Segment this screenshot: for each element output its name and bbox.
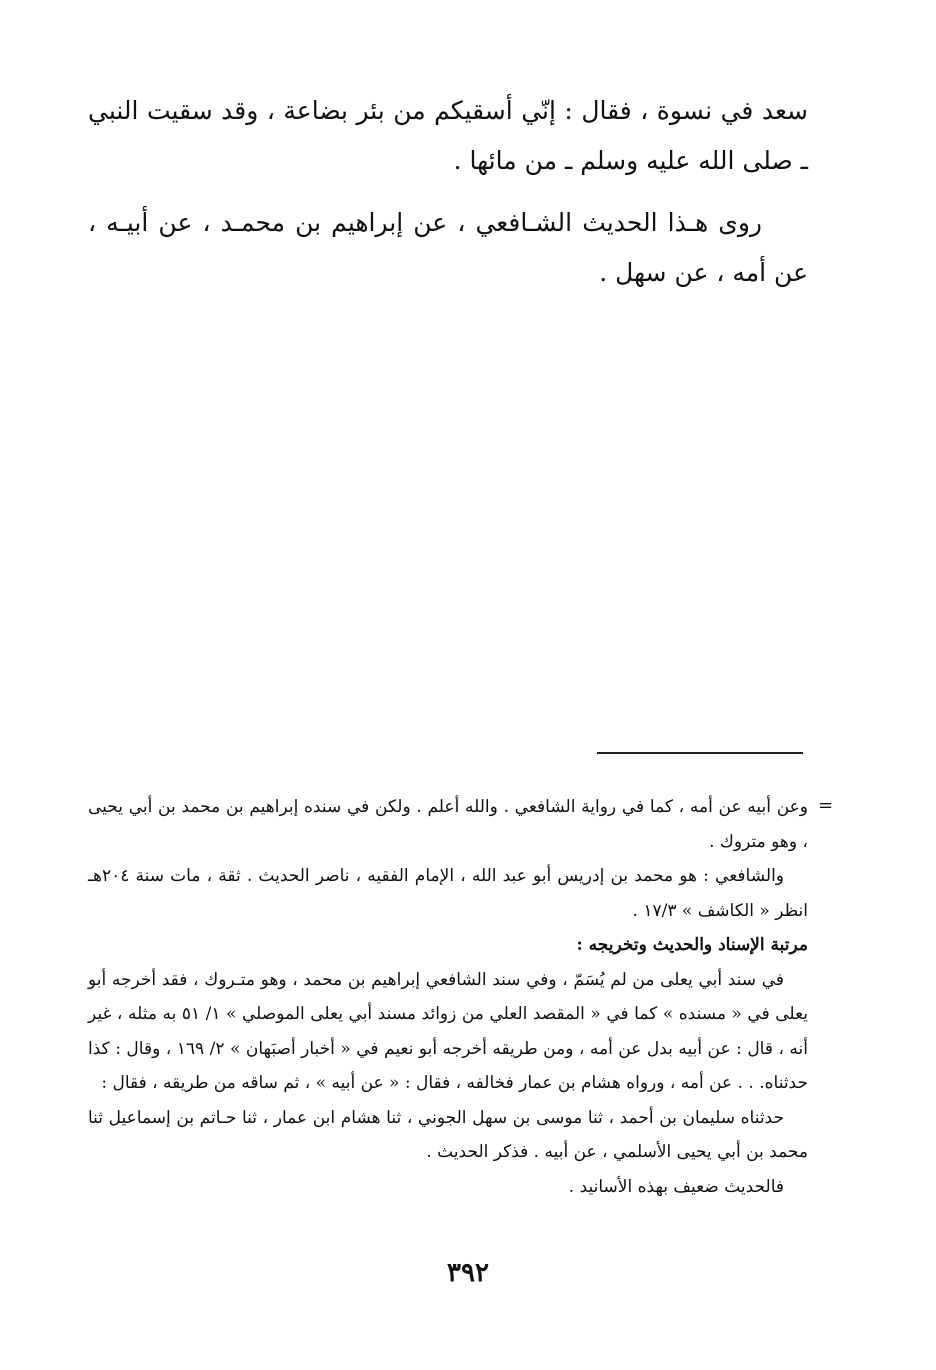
- page-number: ٣٩٢: [447, 1258, 489, 1288]
- footnote-paragraph: والشافعي : هو محمد بن إدريس أبو عبد الله ، الإمام الفقيه ، ناصر الحديث . ثقة ، مات سنة ٢٠٤هـ انظر « الكاشف » ١٧/٣ .: [88, 866, 808, 921]
- footnotes: [88, 790, 808, 1204]
- main-paragraph: روى هـذا الحديث الشـافعي ، عن إبراهيم بن محمـد ، عن أبيـه ، عن أمه ، عن سهل .: [88, 208, 808, 287]
- main-text: [88, 86, 808, 310]
- footnote-paragraph: وعن أبيه عن أمه ، كما في رواية الشافعي . والله أعلم . ولكن في سنده إبراهيم بن محمد بن أبي يحيى ، وهو متروك .: [88, 797, 808, 852]
- footnote-separator: [597, 752, 803, 754]
- footnote-heading: مرتبة الإسناد والحديث وتخريجه :: [576, 935, 808, 955]
- footnote-paragraph: حدثناه سليمان بن أحمد ، ثنا موسى بن سهل الجوني ، ثنا هشام ابن عمار ، ثنا حـاتم بن إسماعيل ثنا محمد بن أبي يحيى الأسلمي ، عن أبيه . فذكر الحديث .: [88, 1107, 808, 1162]
- footnote-paragraph: في سند أبي يعلى من لم يُسَمّ ، وفي سند الشافعي إبراهيم بن محمد ، وهو متـروك ، فقد أخرجه أبو يعلى في « مسنده » كما في « المقصد العلي من زوائد مسند أبي يعلى الموصلي » ١/ ٥١ به مثله ، غير أنه ، قال : عن أبيه بدل عن أمه ، ومن طريقه أخرجه أبو نعيم في « أخبار أصبَهان » ٢/ ١٦٩ ، وقال : كذا حدثناه. . . عن أمه ، ورواه هشام بن عمار فخالفه ، فقال : « عن أبيه » ، ثم ساقه من طريقه ، فقال :: [88, 969, 808, 1093]
- footnote-continuation-mark: =: [818, 795, 834, 816]
- footnote-paragraph: فالحديث ضعيف بهذه الأسانيد .: [568, 1176, 784, 1197]
- main-paragraph: سعد في نسوة ، فقال : إنّي أسقيكم من بئر بضاعة ، وقد سقيت النبي ـ صلى الله عليه وسلم ـ من مائها .: [88, 96, 808, 175]
